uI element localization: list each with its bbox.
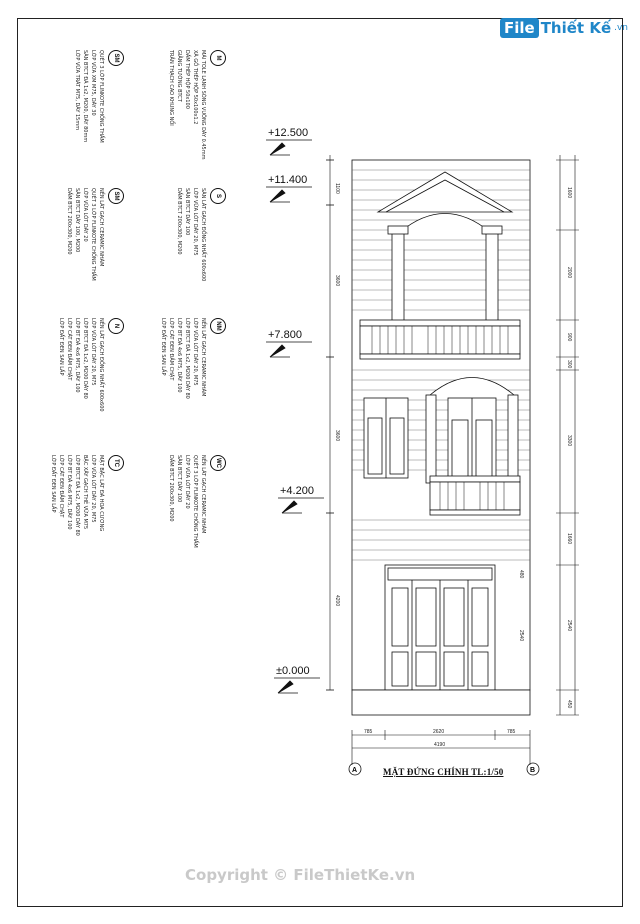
level-label: +7.800 <box>268 329 302 341</box>
note-line: NỀN LÁT GẠCH ĐỒNG NHẤT 600x600 <box>98 318 104 412</box>
note-line: DẦM THÉP HỘP 50x100 <box>184 50 190 109</box>
level-label: +11.400 <box>268 174 308 186</box>
note-line: SÀN BTCT DÀY 100 <box>176 455 182 503</box>
note-tag: S <box>210 188 226 204</box>
note-line: LỚP CÁT ĐEN ĐẦM CHẶT <box>58 455 64 518</box>
dim-label: 3600 <box>334 430 340 442</box>
note-tag: N <box>108 318 124 334</box>
dim-label: 1600 <box>566 187 572 199</box>
note-line: MÁI TOLE LẠNH SÓNG VUÔNG DÀY 0.45mm <box>200 50 206 160</box>
note-line: LỚP VỮA LÓT DÀY 20 <box>184 455 190 509</box>
note-line: LỚP BT ĐÁ 4x6 M75, DÀY 100 <box>74 318 80 393</box>
note-line: DẦM BTCT 200x300, M200 <box>176 188 182 255</box>
axis-label: A <box>352 767 358 774</box>
note-line: LỚP ĐẤT ĐEN SAN LẤP <box>50 455 56 513</box>
logo-brand: Thiết Kế <box>540 19 612 37</box>
note-line: LỚP VỮA TRÁT M75, DÀY 15mm <box>74 50 80 131</box>
note-line: XÀ GỒ THÉP HỘP 50x100x1.2 <box>192 50 198 125</box>
dim-label: 4190 <box>434 742 446 748</box>
level-symbol <box>274 678 320 693</box>
note-line: GIẰNG TƯỜNG BTCT <box>176 50 182 102</box>
level-symbol <box>266 140 312 155</box>
note-line: LỚP CÁT ĐEN ĐẦM CHẶT <box>66 318 72 381</box>
note-line: LỚP VỮA LÓT DÀY 20 <box>82 188 88 242</box>
note-line: LỚP BT ĐÁ 4x6 M75, DÀY 100 <box>66 455 72 530</box>
level-symbol <box>266 342 312 357</box>
note-line: NỀN LÁT GẠCH CERAMIC NHÁM <box>200 318 206 397</box>
note-line: SÀN BTCT DÀY 100, M200 <box>74 188 80 253</box>
dim-label: 480 <box>518 570 524 579</box>
note-line: LỚP VỮA LÓT DÀY 20, M75 <box>192 318 198 386</box>
note-tag: WC <box>210 455 226 471</box>
note-line: TRẦN THẠCH CAO KHUNG NỔI <box>168 50 174 126</box>
dim-label: 900 <box>566 333 572 342</box>
dim-label: 450 <box>566 700 572 709</box>
note-line: QUÉT 3 LỚP FLINKOTE CHỐNG THẤM <box>192 455 198 548</box>
note-line: LỚP VỮA LÓT DÀY 20, M75 <box>90 455 96 523</box>
level-label: ±0.000 <box>276 665 310 677</box>
note-line: NỀN LÁT GẠCH CERAMIC NHÁM <box>98 188 104 267</box>
note-line: QUÉT 3 LỚP FLINKOTE CHỐNG THẤM <box>98 50 104 143</box>
note-line: SÀN BTCT DÀY 100 <box>184 188 190 236</box>
note-line: LỚP CÁT ĐEN ĐẦM CHẶT <box>168 318 174 381</box>
drawing-title: MẶT ĐỨNG CHÍNH TL:1/50 <box>383 767 504 777</box>
level-label: +12.500 <box>268 127 309 139</box>
note-line: LỚP BTCT ĐÁ 1x2, M200 DÀY 80 <box>82 318 88 399</box>
note-line: QUÉT 3 LỚP FLINKOTE CHỐNG THẤM <box>90 188 96 281</box>
note-tag: SM <box>108 188 124 204</box>
note-line: DẦM BTCT 200x300, M200 <box>66 188 72 255</box>
dim-label: 3600 <box>334 275 340 287</box>
note-tag: TC <box>108 455 124 471</box>
copyright-watermark: Copyright © FileThietKe.vn <box>185 866 416 884</box>
note-line: DẦM BTCT 200x300, M200 <box>168 455 174 522</box>
note-line: NỀN LÁT GẠCH CERAMIC NHÁM <box>200 455 206 534</box>
dim-label: 2540 <box>518 630 524 642</box>
dim-label: 2540 <box>566 620 572 632</box>
level-symbol <box>278 498 324 513</box>
note-line: LỚP VỮA XM M75, DÀY 30 <box>90 50 96 116</box>
lower-balcony-railing <box>430 482 520 510</box>
note-line: BẬC XÂY GẠCH THẺ VỮA M75 <box>82 455 88 530</box>
note-line: LỚP ĐẤT ĐEN SAN LẤP <box>58 318 64 376</box>
dim-label: 2000 <box>566 267 572 279</box>
upper-balcony-railing <box>360 326 520 354</box>
level-label: +4.200 <box>280 485 314 497</box>
note-line: SÀN BTCT ĐÁ 1x2, M200, DÀY 80mm <box>82 50 88 143</box>
level-symbol <box>266 187 312 202</box>
note-tag: SM <box>108 50 124 66</box>
dim-label: 1100 <box>334 183 340 194</box>
dim-label: 1660 <box>566 533 572 545</box>
note-tag: M <box>210 50 226 66</box>
note-line: LỚP BTCT ĐÁ 1x2, M200 DÀY 80 <box>184 318 190 399</box>
logo-file-badge: File <box>500 18 539 38</box>
dim-label: 3300 <box>566 435 572 447</box>
note-tag: NM <box>210 318 226 334</box>
note-line: LỚP VỮA LÓT DÀY 20, M75 <box>192 188 198 256</box>
logo-tld: .vn <box>614 23 629 33</box>
dim-label: 785 <box>364 729 373 735</box>
dim-label: 4200 <box>334 595 340 607</box>
axis-label: B <box>530 767 536 774</box>
note-line: LỚP VỮA LÓT DÀY 20, M75 <box>90 318 96 386</box>
note-line: MẶT BẬC LÁT ĐÁ HOA CƯƠNG <box>98 455 104 532</box>
roof-gable <box>378 172 512 212</box>
dim-label: 785 <box>507 729 516 735</box>
note-line: LỚP BTCT ĐÁ 1x2, M200 DÀY 80 <box>74 455 80 536</box>
dim-label: 2620 <box>433 729 445 735</box>
dim-label: 300 <box>566 360 572 369</box>
note-line: LỚP ĐẤT ĐEN SAN LẤP <box>160 318 166 376</box>
note-line: LỚP BT ĐÁ 4x6 M75, DÀY 100 <box>176 318 182 393</box>
note-line: SÀN LÁT GẠCH ĐỒNG NHẤT 600x600 <box>200 188 206 282</box>
